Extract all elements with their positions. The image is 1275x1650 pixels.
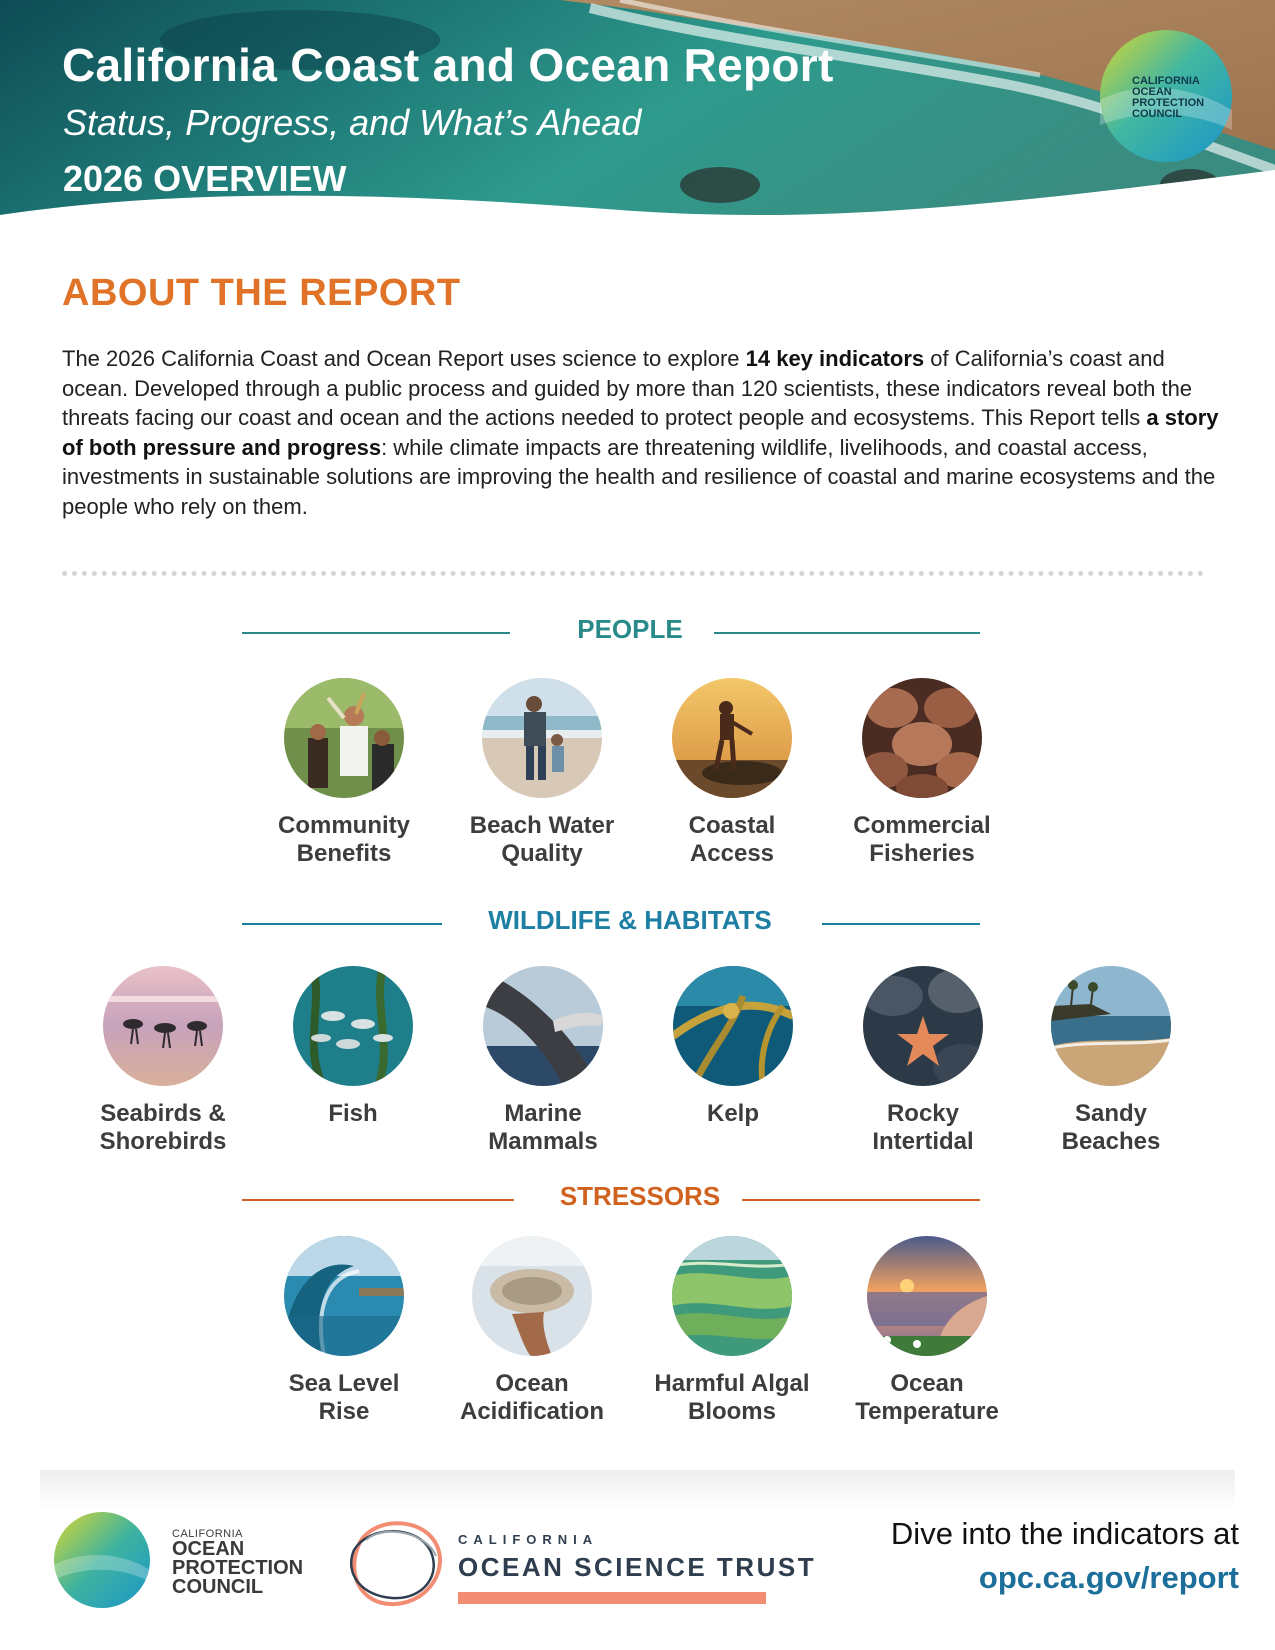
kelp-photo-icon xyxy=(673,966,793,1086)
dotted-divider xyxy=(62,571,1204,576)
indicator-label: Ocean Temperature xyxy=(855,1370,999,1425)
wave-photo-icon xyxy=(284,1236,404,1356)
footer-shade xyxy=(40,1470,1235,1510)
fish-photo-icon xyxy=(293,966,413,1086)
people-rule-right xyxy=(714,632,980,634)
hero-banner xyxy=(0,0,1275,240)
indicator-label: Rocky Intertidal xyxy=(872,1100,974,1155)
shorebird-photo-icon xyxy=(103,966,223,1086)
ost-underline-bar xyxy=(458,1592,766,1604)
indicator-sandy-beaches[interactable] xyxy=(1021,966,1201,1156)
wildlife-rule-right xyxy=(822,923,980,925)
report-edition: 2026 OVERVIEW xyxy=(63,158,347,199)
wildlife-rule-left xyxy=(242,923,442,925)
opc-wordmark: CALIFORNIA OCEAN PROTECTION COUNCIL xyxy=(172,1528,304,1598)
opc-badge-text: CALIFORNIA OCEAN PROTECTION COUNCIL xyxy=(1132,75,1205,120)
people-rule-left xyxy=(242,632,510,634)
indicator-community-benefits[interactable] xyxy=(254,678,434,868)
indicator-commercial-fisheries[interactable] xyxy=(832,678,1012,868)
indicator-marine-mammals[interactable] xyxy=(453,966,633,1156)
stressors-rule-right xyxy=(742,1199,980,1201)
cta-text: Dive into the indicators at xyxy=(890,1516,1239,1551)
indicator-label: Kelp xyxy=(706,1100,759,1127)
indicator-ocean-temperature[interactable] xyxy=(837,1236,1017,1426)
indicator-coastal-access[interactable] xyxy=(642,678,822,868)
indicator-seabirds-shorebirds[interactable] xyxy=(73,966,253,1156)
oyster-photo-icon xyxy=(472,1236,592,1356)
indicator-label: Coastal Access xyxy=(688,812,776,867)
indicator-rocky-intertidal[interactable] xyxy=(833,966,1013,1156)
sea-star-photo-icon xyxy=(863,966,983,1086)
section-heading-wildlife: WILDLIFE & HABITATS xyxy=(488,905,772,935)
section-heading-people: PEOPLE xyxy=(577,614,683,644)
community-photo-icon xyxy=(284,678,404,798)
sunset-rock-photo-icon xyxy=(672,678,792,798)
indicator-fish[interactable] xyxy=(263,966,443,1128)
ost-wordmark: OCEAN SCIENCE TRUST xyxy=(458,1552,817,1582)
report-subtitle: Status, Progress, and What’s Ahead xyxy=(63,102,642,143)
indicator-label: Community Benefits xyxy=(278,812,410,867)
sandy-beach-photo-icon xyxy=(1051,966,1171,1086)
report-link[interactable]: opc.ca.gov/report xyxy=(978,1560,1239,1595)
indicator-label: Seabirds & Shorebirds xyxy=(99,1100,227,1155)
algae-photo-icon xyxy=(672,1236,792,1356)
about-paragraph: The 2026 California Coast and Ocean Report uses science to explore 14 key indicators of California’s coast and ocean. Developed through a public process and guided by more than 120 scientists, these indicators reveal both the threats facing our coast and ocean and the actions needed to protect people and ecosystems. This Report tells a story of both pressure and progress: while climate impacts are threatening wildlife, livelihoods, and coastal access, investments in sustainable solutions are improving the health and resilience of coastal and marine ecosystems and the people who rely on them. xyxy=(62,346,1219,519)
indicator-sea-level-rise[interactable] xyxy=(254,1236,434,1426)
ocean-sunset-photo-icon xyxy=(867,1236,987,1356)
about-heading: ABOUT THE REPORT xyxy=(62,272,461,314)
indicator-label: Sea Level Rise xyxy=(288,1370,400,1425)
section-heading-stressors: STRESSORS xyxy=(559,1181,721,1211)
indicator-harmful-algal-blooms[interactable] xyxy=(642,1236,822,1426)
beach-photo-icon xyxy=(482,678,602,798)
indicator-label: Sandy Beaches xyxy=(1061,1100,1161,1155)
ost-wordmark-small: CALIFORNIA xyxy=(458,1532,599,1547)
indicator-label: Harmful Algal Blooms xyxy=(654,1370,810,1425)
crab-photo-icon xyxy=(862,678,982,798)
report-title: California Coast and Ocean Report xyxy=(62,39,834,91)
indicator-label: Ocean Acidification xyxy=(459,1370,604,1425)
whale-photo-icon xyxy=(483,966,603,1086)
opc-logo xyxy=(52,1510,152,1610)
stressors-rule-left xyxy=(242,1199,514,1201)
indicator-kelp[interactable] xyxy=(643,966,823,1128)
indicator-label: Marine Mammals xyxy=(488,1100,598,1155)
indicator-beach-water-quality[interactable] xyxy=(452,678,632,868)
indicator-label: Fish xyxy=(328,1100,378,1127)
indicator-label: Beach Water Quality xyxy=(469,812,615,867)
indicator-label: Commercial Fisheries xyxy=(853,812,991,867)
ost-logo xyxy=(340,1512,450,1612)
call-to-action xyxy=(891,1516,1239,1596)
indicator-ocean-acidification[interactable] xyxy=(442,1236,622,1426)
